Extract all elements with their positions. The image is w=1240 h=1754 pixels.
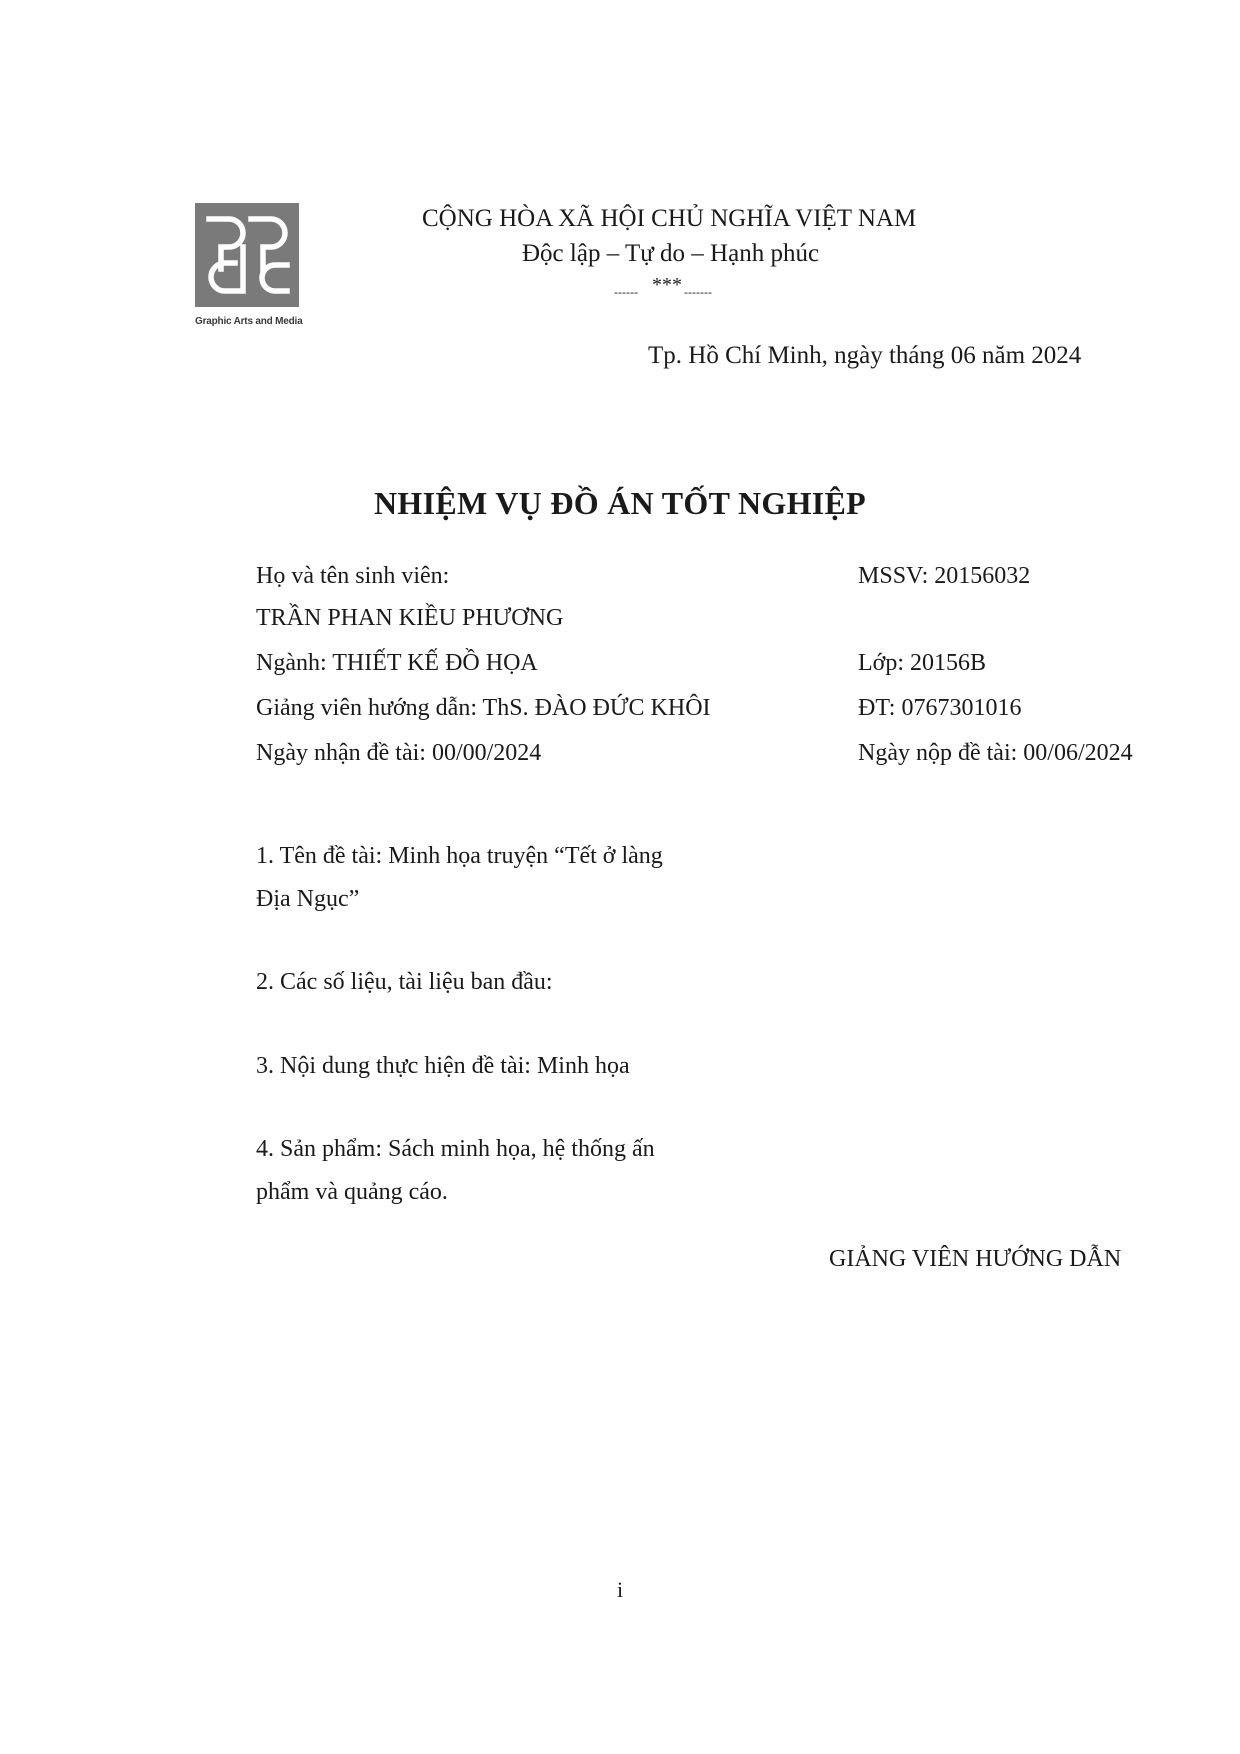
page-number: i xyxy=(616,1577,624,1602)
student-id: MSSV: 20156032 xyxy=(858,563,1031,589)
national-motto: Độc lập – Tự do – Hạnh phúc xyxy=(522,240,820,267)
phone: ĐT: 0767301016 xyxy=(858,695,1022,721)
section-4-continued: phẩm và quảng cáo. xyxy=(256,1179,448,1205)
advisor: Giảng viên hướng dẫn: ThS. ĐÀO ĐỨC KHÔI xyxy=(256,695,711,721)
class: Lớp: 20156B xyxy=(858,650,987,676)
student-name: TRẦN PHAN KIỀU PHƯƠNG xyxy=(256,605,564,631)
section-1-title-continued: Địa Ngục” xyxy=(256,886,360,912)
decorative-dashes-left: ------ xyxy=(614,285,638,299)
section-2: 2. Các số liệu, tài liệu ban đầu: xyxy=(256,969,553,995)
document-title: NHIỆM VỤ ĐỒ ÁN TỐT NGHIỆP xyxy=(373,485,866,521)
section-3: 3. Nội dung thực hiện đề tài: Minh họa xyxy=(256,1053,630,1079)
section-1-title: 1. Tên đề tài: Minh họa truyện “Tết ở làng xyxy=(256,843,663,869)
major: Ngành: THIẾT KẾ ĐỒ HỌA xyxy=(256,650,538,676)
place-date: Tp. Hồ Chí Minh, ngày tháng 06 năm 2024 xyxy=(648,342,1082,369)
advisor-signature-label: GIẢNG VIÊN HƯỚNG DẪN xyxy=(829,1246,1122,1272)
submit-date: Ngày nộp đề tài: 00/06/2024 xyxy=(858,740,1133,766)
section-4: 4. Sản phẩm: Sách minh họa, hệ thống ấn xyxy=(256,1136,655,1162)
student-name-label: Họ và tên sinh viên: xyxy=(256,563,450,589)
gaam-logo-icon xyxy=(195,203,299,307)
decorative-stars: *** xyxy=(652,274,682,296)
decorative-dashes-right: ------- xyxy=(684,285,712,299)
logo-caption: Graphic Arts and Media xyxy=(195,316,303,327)
received-date: Ngày nhận đề tài: 00/00/2024 xyxy=(256,740,542,766)
republic-heading: CỘNG HÒA XÃ HỘI CHỦ NGHĨA VIỆT NAM xyxy=(422,205,917,232)
